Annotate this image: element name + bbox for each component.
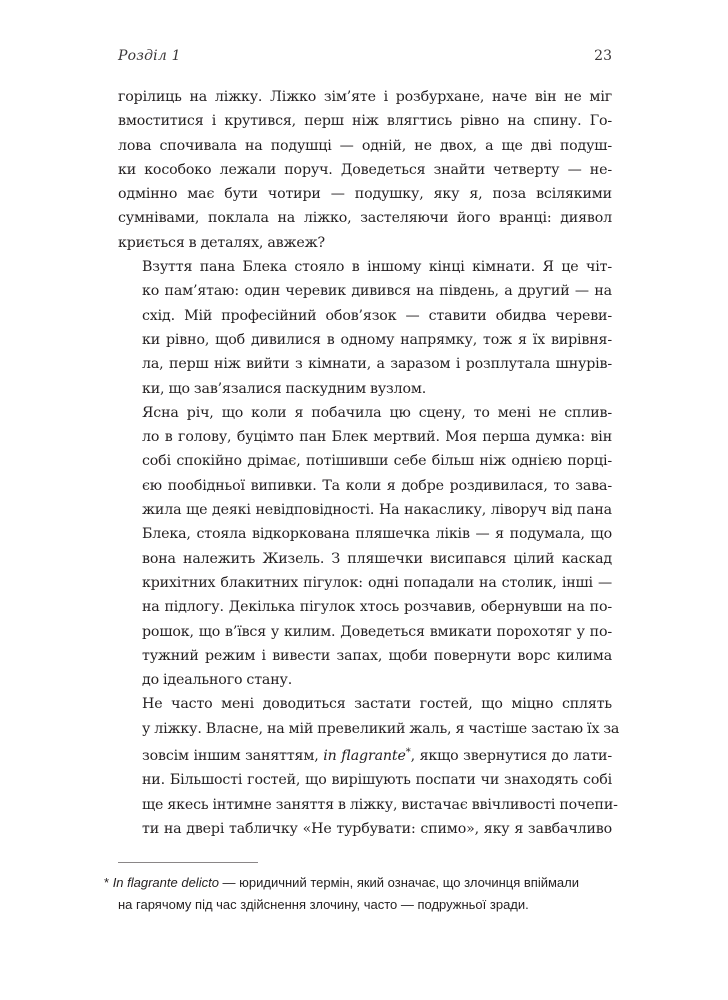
text-fragment: зовсім іншим заняттям, [142,748,324,765]
page-header [118,48,612,68]
text-line: єю пообідньої випивки. Та коли я добре роздивилася, то зава- [142,477,612,494]
text-line: вмоститися і крутився, перш ніж влягтись рівно на спину. Го- [118,113,612,130]
text-line: до ідеального стану. [142,672,293,689]
text-line: ло в голову, буцімто пан Блек мертвий. Моя перша думка: він [142,429,612,446]
footnote [104,872,612,916]
paragraph [118,255,612,401]
text-line: Блека, стояла відкоркована пляшечка ліків — я подумала, що [142,526,612,543]
text-line: жила ще деякі невідповідності. На накаслику, ліворуч від пана [142,502,612,519]
text-line: одмінно має бути чотири — подушку, яку я, поза всілякими [118,186,612,203]
text-line-with-footnote [118,741,612,768]
text-line: ки, що зав’язалися паскудним вузлом. [142,380,427,397]
text-line: ти на двері табличку «Не турбувати: спимо», яку я завбачливо [142,820,612,837]
footnote-text: — юридичний термін, який означає, що злочинця впіймали [218,875,580,890]
text-line: горілиць на ліжку. Ліжко зім’яте і розбурхане, наче він не міг [118,89,612,105]
text-line: на підлогу. Декілька пігулок хтось розчавив, обернувши на по- [142,599,612,616]
footnote-reference[interactable]: * [405,747,411,759]
text-line: сумнівами, поклала на ліжко, застеляючи його вранці: диявол [118,210,612,227]
text-line: вона належить Жизель. З пляшечки висипався цілий каскад [142,550,612,567]
footnote-mark: * [104,875,110,890]
footnote-term: In flagrante delicto [112,875,219,890]
footnote-divider [118,862,258,863]
italic-phrase: in flagrante [323,748,406,765]
paragraph [118,401,612,693]
text-line: ла, перш ніж вийти з кімнати, а заразом і розплутала шнурів- [142,356,612,373]
text-line: лова спочивала на подушці — одній, не двох, а ще дві подуш- [118,137,612,154]
text-fragment: , якщо звернутися до лати- [410,748,612,765]
text-line: ще якесь інтимне заняття в ліжку, вистачає ввічливості почепи- [142,796,618,813]
text-line: ко пам’ятаю: один черевик дивився на південь, а другий — на [142,283,612,300]
paragraph [118,692,620,841]
text-line: тужний режим і вивести запах, щоби повернути ворс килима [142,647,612,664]
body-text [118,85,620,841]
text-line: Ясна річ, що коли я побачила цю сцену, то мені не сплив- [142,404,612,421]
text-line: ки кособоко лежали поруч. Доведеться знайти четверту — не- [118,161,612,178]
text-line: у ліжку. Власне, на мій превеликий жаль, я частіше застаю їх за [142,720,620,737]
text-line: собі спокійно дрімає, потішивши себе більш ніж однією порці- [142,453,612,470]
paragraph [118,85,612,255]
footnote-line: на гарячому під час здійснення злочину, часто — подружньої зради. [118,897,529,912]
text-line: криється в деталях, авжеж? [118,234,326,251]
text-line: рошок, що в’ївся у килим. Доведеться вмикати порохотяг у по- [142,623,612,640]
text-line: крихітних блакитних пігулок: одні попадали на столик, інші — [142,574,612,591]
text-line: схід. Мій професійний обов’язок — ставити обидва череви- [142,307,612,324]
running-head: Розділ 1 [118,48,181,64]
page-number: 23 [594,48,612,64]
text-line: ки рівно, щоб дивилися в одному напрямку, тож я їх вирівня- [142,331,612,348]
text-line: ни. Більшості гостей, що вирішують поспати чи знаходять собі [142,772,612,789]
text-line: Не часто мені доводиться застати гостей, що міцно сплять [142,696,612,713]
text-line: Взуття пана Блека стояло в іншому кінці кімнати. Я це чіт- [142,259,612,276]
footnote-line [104,872,612,894]
